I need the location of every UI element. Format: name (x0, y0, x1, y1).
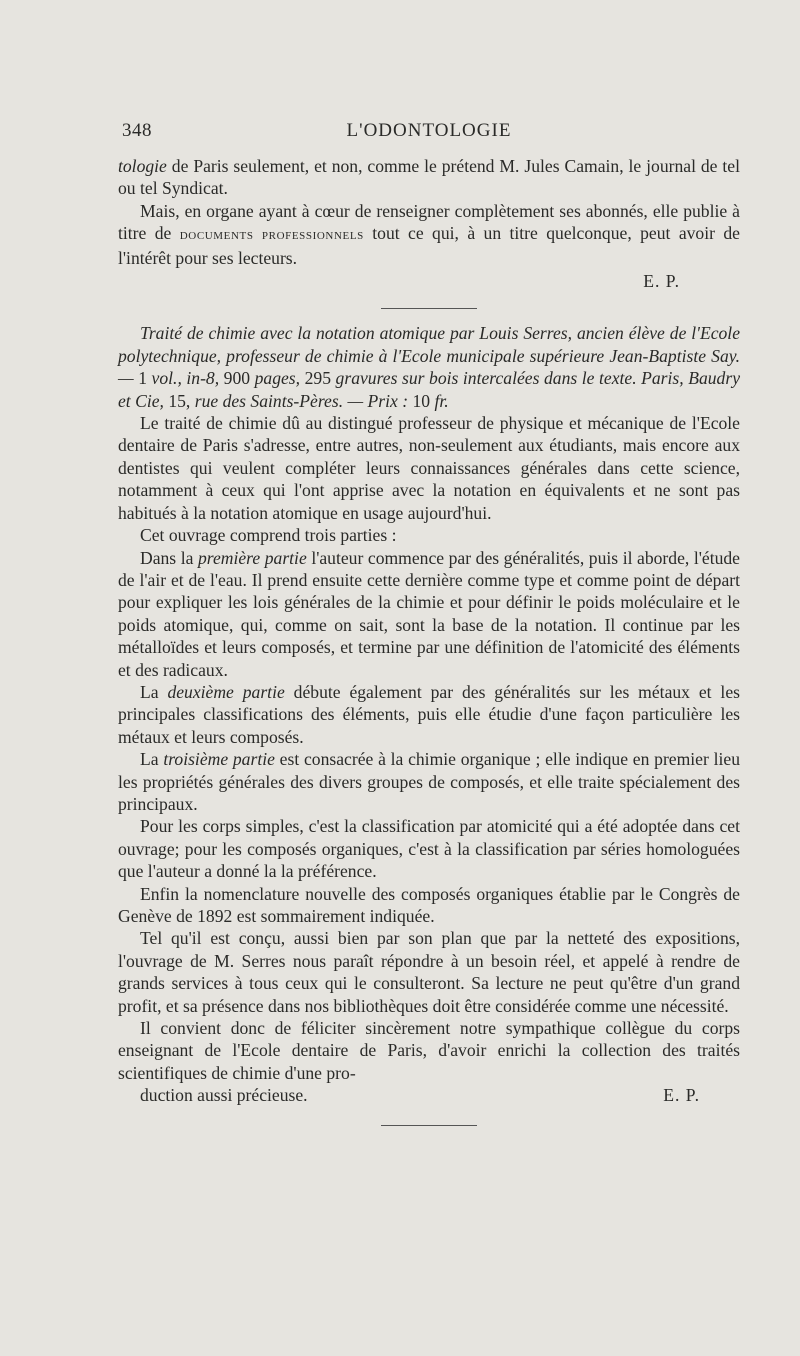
intro-paragraph-1 (118, 155, 740, 200)
running-head (118, 120, 740, 144)
review-title-d: 900 (223, 368, 255, 389)
review-signature: E. P. (663, 1085, 700, 1106)
review-paragraph-5-b: est consacrée à la chimie organique ; elle indique en premier lieu les propriétés générales des divers groupes de composés, et elle traite spécialement des principaux. (118, 749, 740, 814)
deuxieme-partie: deuxième partie (167, 681, 285, 702)
review-paragraph-6: Pour les corps simples, c'est la classification par atomicité qui a été adoptée dans cet ouvrage; pour les composés organiques, c'est à la classification par séries homologuées que l'auteur a donné la la préférence. (118, 816, 740, 882)
review-title-h: 15, (168, 390, 195, 411)
review-title-b: 1 (138, 368, 152, 389)
end-divider (381, 1125, 477, 1126)
review-title (118, 322, 740, 412)
premiere-partie: première partie (197, 547, 307, 568)
review-title-c: vol., in-8, (151, 368, 224, 389)
review-title-a: Traité de chimie avec la notation atomique par Louis Serres, ancien élève de l'Ecole polytechnique, professeur de chimie à l'Ecole municipale supérieure Jean-Baptiste Say. — (118, 323, 740, 389)
intro-paragraph-2-text-a: Mais, en organe ayant à cœur de renseigner complètement ses abonnés, elle publie à titre de (118, 200, 740, 244)
review-paragraph-9: Il convient donc de féliciter sincèrement notre sympathique collègue du corps enseignant de l'Ecole dentaire de Paris, d'avoir enrichi la collection des traités scientifiques de chimie d'une pro- (118, 1018, 740, 1083)
troisieme-partie: troisième partie (163, 749, 275, 770)
review-paragraph-3-a: Dans la (140, 547, 198, 568)
review-paragraph-7: Enfin la nomenclature nouvelle des composés organiques établie par le Congrès de Genève de 1892 est sommairement indiquée. (118, 883, 740, 926)
section-divider (381, 308, 477, 309)
review-paragraph-2: Cet ouvrage comprend trois parties : (140, 525, 397, 546)
intro-paragraph-2 (118, 200, 740, 269)
review-title-j: 10 (412, 390, 435, 411)
review-paragraph-5-a: La (140, 749, 164, 770)
review-paragraph-1: Le traité de chimie dû au distingué professeur de physique et mécanique de l'Ecole dentaire de Paris s'adresse, entre autres, non-seulement aux étudiants, mais encore aux dentistes qui veulent compléter leurs connaissances générales dans cette science, notamment à ceux qui l'ont apprise avec la notation en équivalents et ne sont pas habitués à la notation atomique en usage aujourd'hui. (118, 413, 740, 523)
review-paragraph-4-b: débute également par des généralités sur les métaux et les principales classifications des éléments, puis elle étudie d'une façon particulière les métaux et leurs composés. (118, 681, 740, 747)
review-paragraph-3-b: l'auteur commence par des généralités, puis il aborde, l'étude de l'air et de l'eau. Il prend ensuite cette dernière comme type et comme point de départ pour expliquer les lois générales de la chimie et pour définir le poids moléculaire et le poids atomique, qui, comme on sait, sont la base de la notation. Il continue par les métalloïdes et leurs composés, et termine par une définition de l'atomicité des éléments et des radicaux. (118, 547, 740, 680)
review-paragraph-5 (118, 748, 740, 815)
intro-signature: E. P. (643, 271, 680, 292)
review-title-f: 295 (304, 368, 336, 389)
intro-paragraph-2-text-b: tout ce qui, à un titre quelconque, peut avoir de l'intérêt pour ses lecteurs. (118, 223, 740, 268)
review-paragraph-8: Tel qu'il est conçu, aussi bien par son plan que par la netteté des expositions, l'ouvrage de M. Serres nous paraît répondre à un besoin réel, et appelé à rendre de grands services à tous ceux qui le consulteront. Sa lecture ne peut qu'être d'un grand profit, et sa présence dans nos bibliothèques doit être considérée comme une nécessité. (118, 928, 740, 1016)
review-title-g: gravures sur bois intercalées dans le texte. Paris, Baudry et Cie, (118, 368, 741, 411)
review-paragraph-4-a: La (140, 681, 168, 702)
documents-professionnels: documents professionnels (179, 227, 364, 244)
intro-paragraph-1-text: de Paris seulement, et non, comme le prétend M. Jules Camain, le journal de tel ou tel Syndicat. (118, 156, 740, 199)
page-number: 348 (122, 120, 152, 141)
review-last-line-text: duction aussi précieuse. (140, 1085, 308, 1106)
review-title-i: rue des Saints-Pères. — Prix : (194, 390, 413, 411)
body-text (118, 155, 740, 1139)
review-last-line (118, 1084, 740, 1106)
intro-italic-word: tologie (118, 156, 167, 176)
review-paragraph-3 (118, 547, 740, 681)
journal-title: L'ODONTOLOGIE (346, 120, 512, 141)
review-paragraph-4 (118, 681, 740, 748)
review-title-e: pages, (254, 368, 305, 389)
review-title-k: fr. (434, 390, 449, 411)
